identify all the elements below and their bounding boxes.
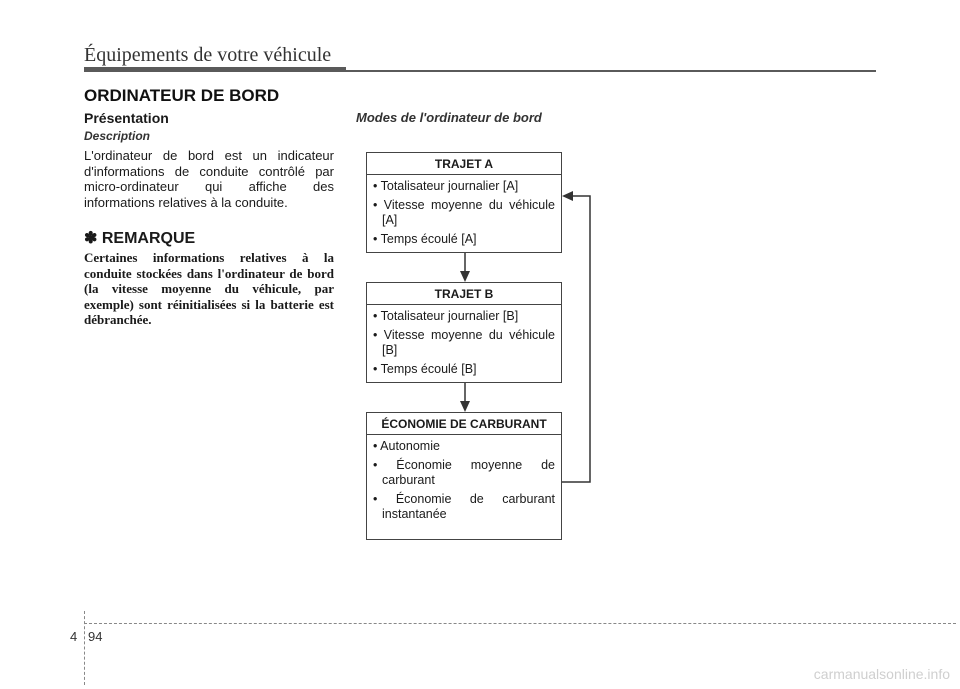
description-subheading: Description (84, 129, 151, 143)
arrow-down-icon (460, 401, 470, 412)
fuel-economy-item: • Économie moyenne de carburant (373, 458, 555, 488)
trip-b-item: • Vitesse moyenne du véhicule [B] (373, 328, 555, 358)
page-number: 94 (88, 629, 103, 644)
arrow-left-icon (562, 191, 573, 201)
note-title: ✽ REMARQUE (84, 230, 196, 247)
presentation-heading: Présentation (84, 110, 169, 126)
fuel-economy-title: ÉCONOMIE DE CARBURANT (367, 413, 561, 435)
fuel-economy-item: • Autonomie (373, 439, 555, 454)
note-paragraph: Certaines informations relatives à la conduite stockées dans l'ordinateur de bord (la vitesse moyenne du véhicule, par exemple) sont réinitialisées si la batterie est débranchée. (84, 250, 334, 327)
trip-b-item: • Totalisateur journalier [B] (373, 309, 555, 324)
footer-divider (84, 611, 85, 685)
footer-rule (84, 623, 956, 624)
trip-b-item: • Temps écoulé [B] (373, 362, 555, 377)
description-paragraph: L'ordinateur de bord est un indicateur d'informations de conduite contrôlé par micro-ordinateur qui affiche des informations relatives à la conduite. (84, 148, 334, 210)
trip-a-item: • Vitesse moyenne du véhicule [A] (373, 198, 555, 228)
page-header-title: Équipements de votre véhicule (84, 44, 332, 66)
chapter-number: 4 (70, 629, 78, 644)
watermark: carmanualsonline.info (813, 666, 950, 682)
trip-a-item: • Temps écoulé [A] (373, 232, 555, 247)
trip-a-title: TRAJET A (367, 153, 561, 175)
modes-title: Modes de l'ordinateur de bord (356, 110, 542, 125)
trip-b-title: TRAJET B (367, 283, 561, 305)
arrow-down-icon (460, 271, 470, 282)
section-title: ORDINATEUR DE BORD (84, 86, 280, 105)
fuel-economy-item: • Économie de carburant instantanée (373, 492, 555, 522)
trip-a-item: • Totalisateur journalier [A] (373, 179, 555, 194)
return-arrow-line (562, 196, 590, 482)
